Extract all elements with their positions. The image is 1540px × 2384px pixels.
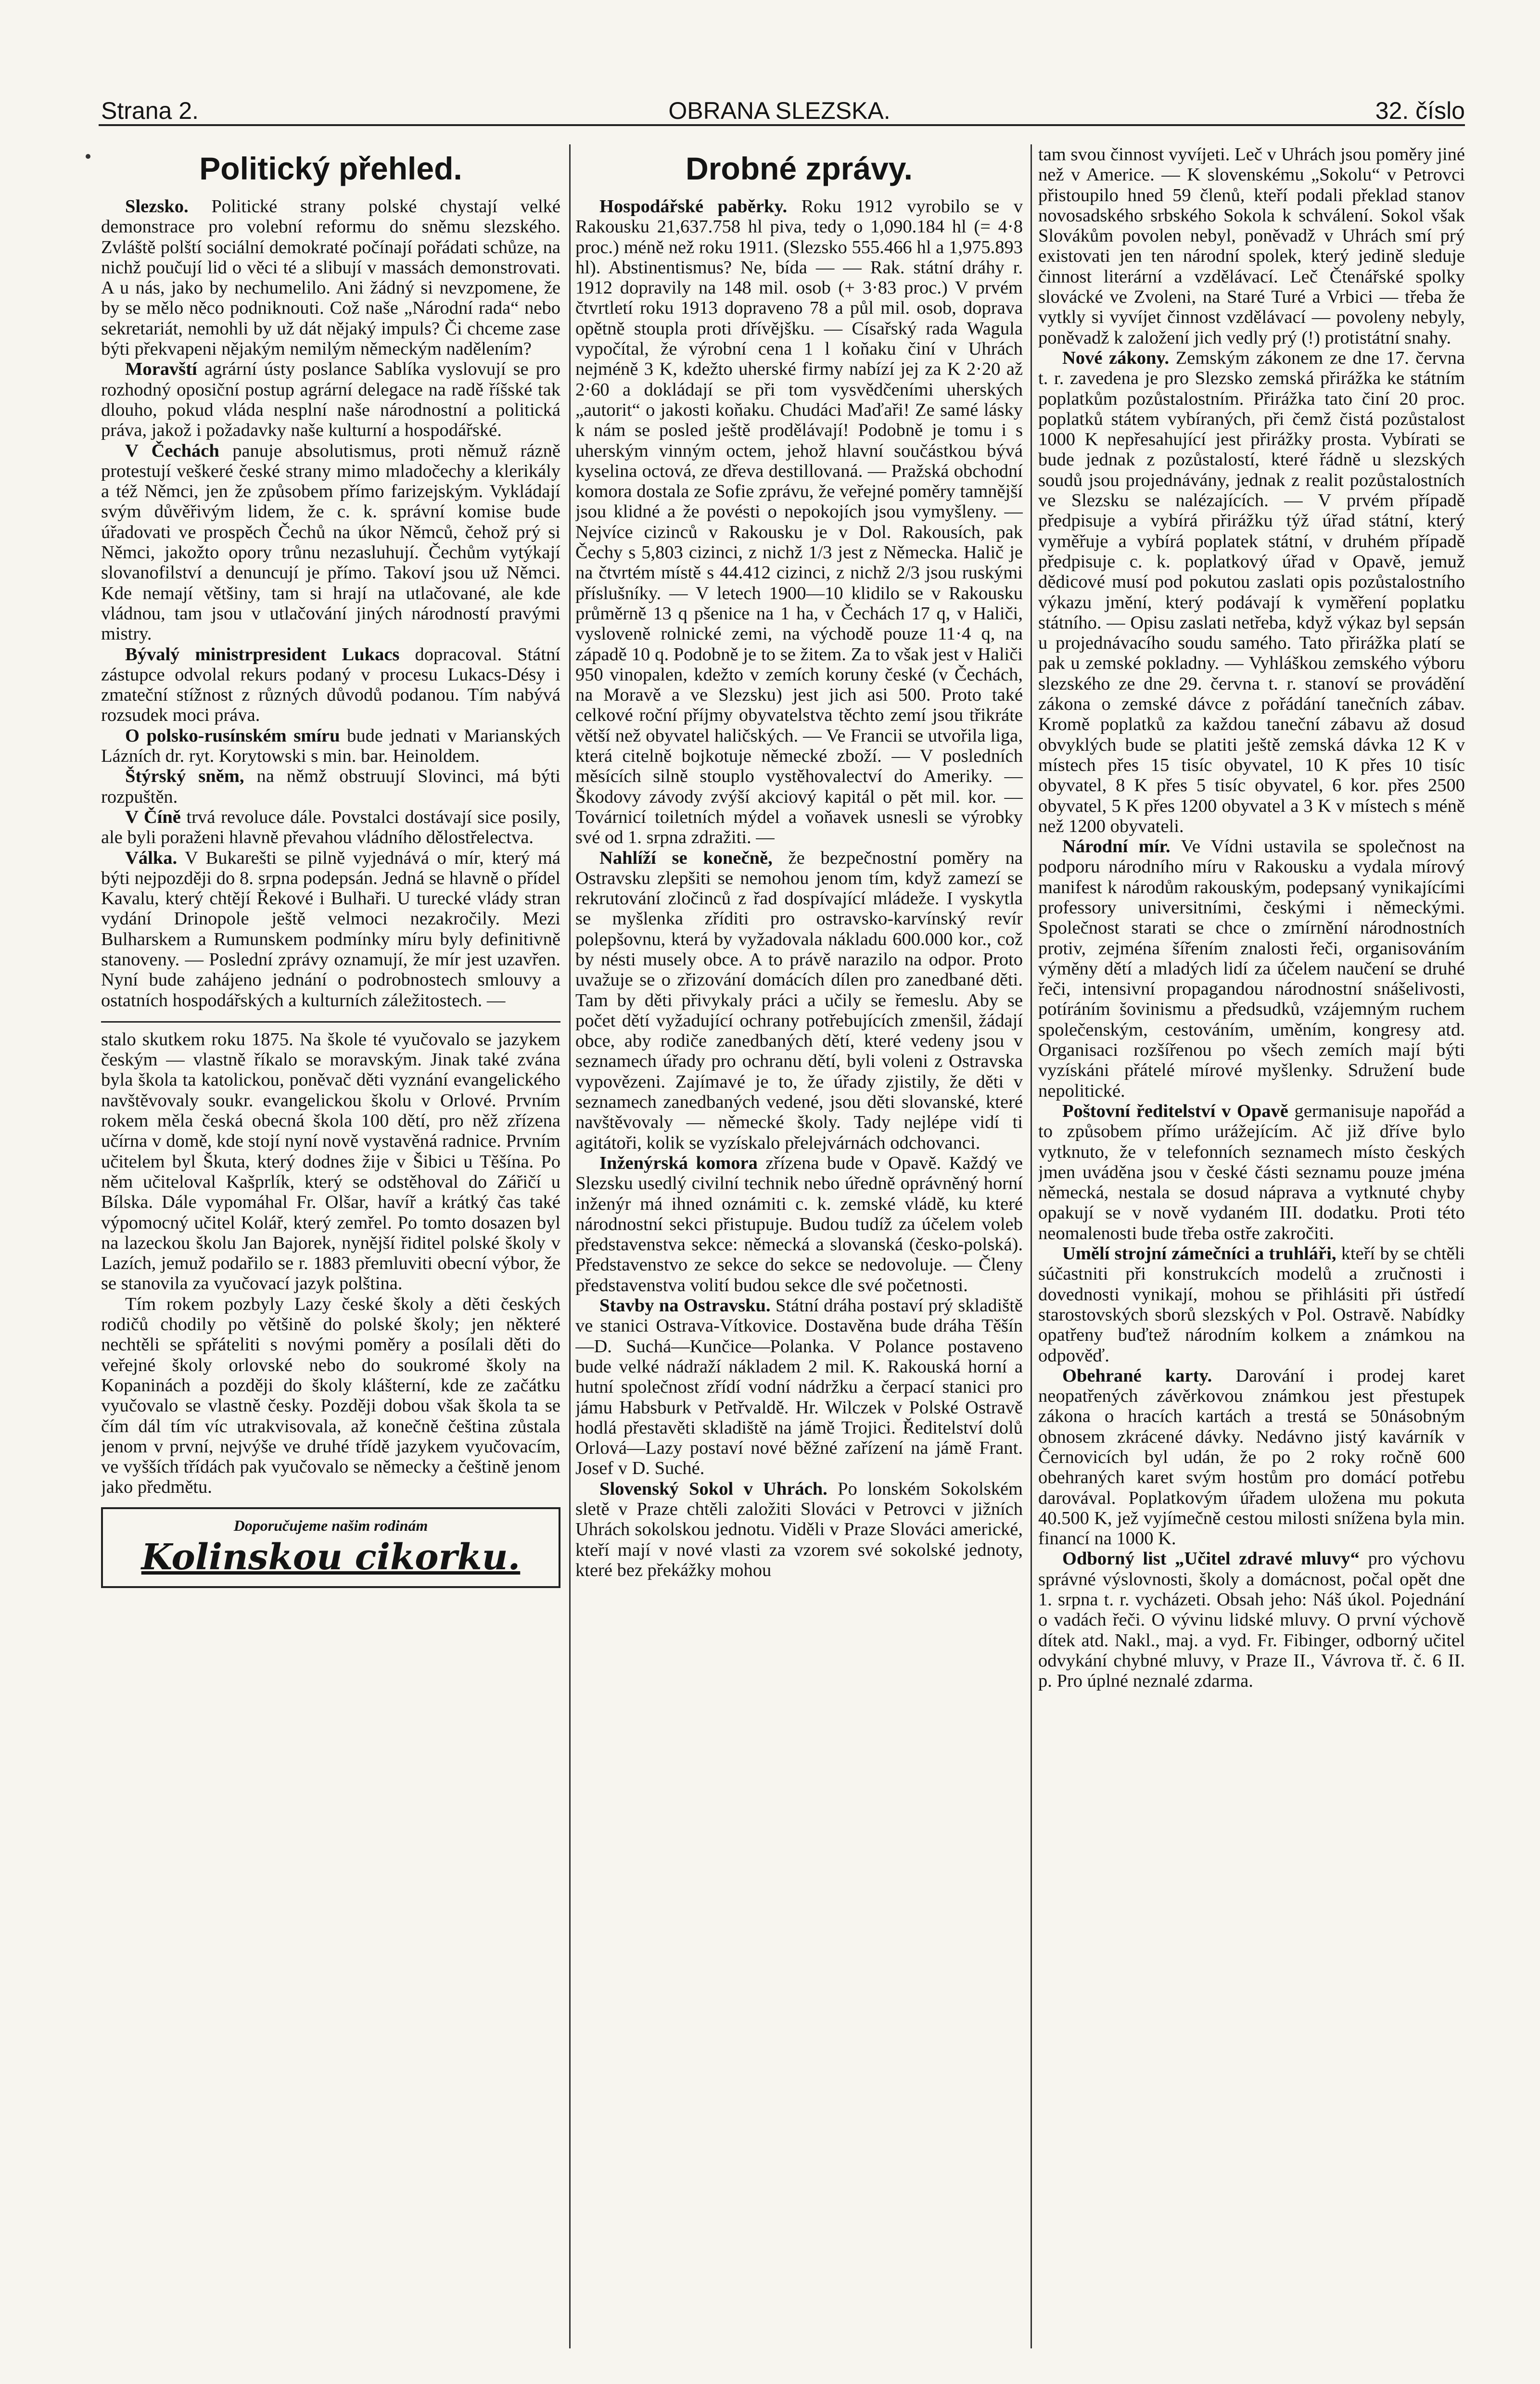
article xyxy=(101,1029,560,1294)
column-1 xyxy=(101,144,560,2358)
article xyxy=(575,196,1023,848)
article-text: germanisuje napořád a to způsobem přímo urážejícím. Ač již dříve bylo vytknuto, že v telefonních seznamech místo českých jmen uváděna jsou v české části seznamu pouze jména německá, nestala se dosud náprava a vytknuté chyby opakují se v nově vydaném III. dodatku. Proti této neomalenosti bude třeba ostře zakročiti. xyxy=(1038,1101,1465,1243)
article xyxy=(575,848,1023,1153)
article-text: Po lonském Sokolském sletě v Praze chtěli založiti Slováci v Petrovci v jižních Uhrách sokolskou jednotu. Viděli v Praze Slováci americké, kteří mají v nové vlasti za vzorem své sokolské jednoty, které bez překážky mohou xyxy=(575,1478,1023,1580)
article-heading: Hospodářské paběrky. xyxy=(599,196,788,217)
article-heading: Obehrané karty. xyxy=(1062,1365,1212,1386)
article xyxy=(1038,1243,1465,1366)
article-text: Roku 1912 vyrobilo se v Rakousku 21,637.758 hl piva, tedy o 1,090.184 hl (= 4·8 proc.) méně než roku 1911. (Slezsko 555.466 hl a 1,975.893 hl). Abstinentismus? Ne, bída — — Rak. státní dráhy r. 1912 dopravily na 148 mil. osob (+ 3·83 proc.) V prvém čtvrtletí roku 1913 dopraveno 78 a půl mil. osob, doprava opětně stoupla proti dřívějšku. — Císařský rada Wagula vypočítal, že výrobní cena 1 l koňaku činí v Uhrách nejméně 3 K, kdežto uherské firmy nabízí jej za K 2·20 až 2·60 a dokládají se při tom vysvědčeními uherských „autorit“ o jakosti koňaku. Chudáci Maďaři! Ze samé lásky k nám se posled ještě prodělávají! Podobně je tomu i s uherským vinným octem, jehož hlavní součástkou bývá kyselina octová, ze dřeva destillovaná. — Pražská obchodní komora dostala ze Sofie zprávu, že veřejné poměry tamnější jsou klidné a že povésti o nepokojích jsou vymyšleny. — Nejvíce cizinců v Rakousku je v Dol. Rakousích, pak Čechy s 5,803 cizinci, z nichž 1/3 jest z Německa. Halič je na čtvrtém místě s 44.412 cizinci, z nichž 2/3 jsou ruskými příslušníky. — V letech 1900—10 klidilo se v Rakousku průměrně 13 q pšenice na 1 ha, v Čechách 17 q, v Haliči, vysloveně rolnické zemi, na východě pouze 11·4 q, na západě 10 q. Podobně je to se žitem. Za to však jest v Haliči 950 vinopalen, kdežto v zemích koruny české (v Čechách, na Moravě a ve Slezsku) jest jich asi 500. Proto také celkové roční příjmy obyvatelstva těchto zemí jsou třikráte větší než obyvatel haličských. — Ve Francii se utvořila liga, která citelně bojkotuje německé zboží. — V posledních měsících silně stouplo vystěhovalectví do Ameriky. — Škodovy závody zvýší akciový kapitál o pět mil. kor. — Továrnicí toiletních mýdel a voňavek usnesli se výrobky své od 1. srpna zdražiti. — xyxy=(575,196,1023,848)
article-heading: Stavby na Ostravsku. xyxy=(599,1295,771,1316)
ornament-dot xyxy=(86,154,90,159)
article xyxy=(1038,836,1465,1101)
column-3 xyxy=(1038,144,1465,2358)
article-heading: Odborný list „Učitel zdravé mluvy“ xyxy=(1062,1549,1360,1569)
article-heading: Umělí strojní zámečníci a truhláři, xyxy=(1062,1243,1336,1264)
article xyxy=(101,807,560,848)
section-title: Drobné zprávy. xyxy=(686,151,913,186)
article xyxy=(575,1479,1023,1580)
article-text: Tím rokem pozbyly Lazy české školy a děti českých rodičů chodily po většině do polské školy; jen některé nechtěli se spřáteliti s novými poměry a posílali děti do veřejné školy orlovské nebo do soukromé školy na Kopaninách a později do školy klášterní, kde ze začátku vyučovalo se vlastně česky. Později dobou však škola ta se čím dál tím víc utrakvisovala, až konečně čeština zůstala jenom v první, nejvýše ve druhé třídě jazykem vyučovacím, ve vyšších třídách pak vyučovalo se německy a češtině jenom jako předmětu. xyxy=(101,1294,560,1498)
article-text: Politické strany polské chystají velké demonstrace pro volební reformu do sněmu slezského. Zvláště polští sociální demokraté počínají pořádati schůze, na nichž poučují lid o věci té a slibují v massách demonstrovati. A u nás, jako by nechumelilo. Ani žádný si nevzpomene, že by se mělo něco podniknouti. Což naše „Národní rada“ nebo sekretariát, nemohli by už dát nějaký impuls? Či chceme zase býti překvapeni nějakým nemilým německým nadělením? xyxy=(101,196,560,359)
ad-product-name: Kolinskou cikorku. xyxy=(141,1536,521,1578)
article xyxy=(101,848,560,1011)
article-text: Státní dráha postaví prý skladiště ve stanici Ostrava-Vítkovice. Dostavěna bude dráha Těšín—D. Suchá—Kunčice—Polanka. V Polance postaveno bude velké nádraží nákladem 2 mil. K. Rakouská horní a hutní společnost zřídí vodní nádržku a čerpací stanici pro jámu Habsburk v Petřvaldě. Hr. Wilczek v Polské Ostravě hodlá přestavěti skladiště na jámě Trojici. Ředitelství dolů Orlová—Lazy postaví nové běžné zařízení na jámě Frant. Josef v D. Suché. xyxy=(575,1295,1023,1479)
article-text: na němž obstruují Slovinci, má býti rozpuštěn. xyxy=(101,766,560,807)
article-heading: Slezsko. xyxy=(125,196,189,217)
article-heading: Slovenský Sokol v Uhrách. xyxy=(599,1478,827,1499)
article-heading: Moravští xyxy=(125,359,197,380)
section-title: Politický přehled. xyxy=(199,151,462,186)
article-text: pro výchovu správné výslovnosti, školy a domácnost, počal opět dne 1. srpna t. r. vycházeti. Obsah jeho: Náš úkol. Pojednání o vadách řeči. O vývinu lidské mluvy. O první výchově dítek atd. Nakl., maj. a vyd. Fr. Fibinger, odborný učitel odvykání chybné mluvy, v Praze II., Vávrova tř. č. 6 II. p. Pro úplné neznalé zdarma. xyxy=(1038,1549,1465,1692)
article-text: kteří by se chtěli súčastniti při konstrukcích modelů a zručnosti i dovednosti vynikají, mohou se přihlásiti při ústředí starostovských sborů slezských v Pol. Ostravě. Nabídky opatřeny buďtež národním kolkem a známkou na odpověď. xyxy=(1038,1243,1465,1366)
article-text: trvá revoluce dále. Povstalci dostávají sice posily, ale byli poraženi hlavně převahou vládního dělostřelectva. xyxy=(101,807,560,848)
article xyxy=(101,1294,560,1498)
article xyxy=(101,359,560,440)
article-divider xyxy=(101,1021,560,1023)
article xyxy=(101,644,560,726)
article xyxy=(575,1295,1023,1479)
article xyxy=(101,766,560,807)
page-number: Strana 2. xyxy=(101,97,199,124)
article-heading: Bývalý ministrpresident Lukacs xyxy=(125,644,400,665)
article-text: V Bukarešti se pilně vyjednává o mír, který má býti nejpozději do 8. srpna podepsán. Jedná se hlavně o přídel Kavalu, který chtějí Řekové i Bulhaři. U turecké vlády stran vydání Drinopole ještě velmoci nezakročily. Mezi Bulharskem a Rumunskem podmínky míru byly definitivně stanoveny. — Poslední zprávy oznamují, že mír jest uzavřen. Nyní bude zahájeno jednání o podrobnostech smlouvy a ostatních hospodářských a kulturních záležitostech. — xyxy=(101,847,560,1011)
article-text: bude jednati v Marianských Lázních dr. ryt. Korytowski s min. bar. Heinoldem. xyxy=(101,725,560,767)
article-heading: O polsko-rusínském smíru xyxy=(125,725,340,746)
article-heading: Válka. xyxy=(125,847,178,868)
article-heading: Nahlíží se konečně, xyxy=(599,847,773,868)
ad-tagline: Doporučujeme našim rodinám xyxy=(233,1516,428,1534)
article-text: stalo skutkem roku 1875. Na škole té vyučovalo se jazykem českým — vlastně říkalo se moravským. Jinak také zvána byla škola ta katolickou, poněvač děti vyznání evangelického navštěvovaly soukr. evangelickou školu v Orlové. Prvním rokem měla česká obecná škola 100 dětí, pro něž zřízena učírna v domě, kde stojí nyní nově vystavěná radnice. Prvním učitelem byl Škuta, který dodnes žije v Šibici u Těšína. Po něm učiteloval Kašprlík, který se odstěhoval do Zářičí u Bílska. Dále vypomáhal Fr. Olšar, havíř a krátký čas také výpomocný učitel Kolář, který zemřel. Po tomto dosazen byl na lazeckou školu Jan Bajorek, nynější řiditel polské školy v Lazích, jemuž podařilo se r. 1883 přemluviti obecní výbor, že se stanovila za vyučovací jazyk polština. xyxy=(101,1029,560,1294)
article-heading: V Čechách xyxy=(125,440,219,461)
article xyxy=(575,1153,1023,1295)
column-rule-1 xyxy=(569,144,571,2348)
article-heading: V Číně xyxy=(125,807,181,827)
article-text: zřízena bude v Opavě. Každý ve Slezsku usedlý civilní technik nebo úředně oprávněný horní inženýr má ihned oznámiti c. k. zemské vládě, ku které národnostní sekci přistupuje. Budou tudíž za účelem voleb představenstva sekce: německá a slovanská (česko-polská). Představenstvo ze sekce do sekce se nedovoluje. — Členy představenstva volití budou sekce dle své početnosti. xyxy=(575,1153,1023,1295)
article-text: agrární ústy poslance Sablíka vyslovují se pro rozhodný oposiční postup agrární delegace na radě říšské tak dlouho, pokud vláda nesplní naše národnostní a politická práva, jakož i požadavky naše kulturní a hospodářské. xyxy=(101,359,560,441)
header-rule xyxy=(99,124,1465,126)
article xyxy=(1038,1549,1465,1691)
article xyxy=(1038,1101,1465,1243)
article xyxy=(1038,1366,1465,1549)
article xyxy=(101,726,560,767)
article xyxy=(101,441,560,644)
article-heading: Nové zákony. xyxy=(1062,347,1170,368)
column-rule-2 xyxy=(1031,144,1032,2348)
article-text: že bezpečnostní poměry na Ostravsku zlepšiti se nemohou jenom tím, když zamezí se rekrutování zločinců z řad dospívající mládeže. I vyskytla se myšlenka zříditi pro ostravsko-karvínský revír polepšovnu, která by vyžadovala nákladu 600.000 kor., což by nésti musely obce. A to právě narazilo na odpor. Proto uvažuje se o zřizování domácích dílen pro zanedbané děti. Tam by děti přivykaly práci a učily se řemeslu. Aby se počet dětí vyžadující ochrany potřebujících zmenšil, žádají obce, aby rodiče zanedbaných dětí, které vedeny jsou v seznamech úřady pro ochranu dětí, byli voleni z Ostravska vypovězeni. Zajímavé je to, že úřady zjistily, že děti v seznamech zanedbaných vedené, jsou děti slovanské, které navštěvovaly — německé školy. Tady nejlépe vidí ti agitátoři, kolik se vyzískalo přelejvárnách odchovanci. xyxy=(575,847,1023,1153)
article-text: dopracoval. Státní zástupce odvolal rekurs podaný v procesu Lukacs-Désy i zmateční stížnost z různých důvodů podanou. Tím nabývá rozsudek moci práva. xyxy=(101,644,560,726)
article-heading: Inženýrská komora xyxy=(599,1153,758,1173)
issue-number: 32. číslo xyxy=(1375,97,1465,124)
article xyxy=(1038,348,1465,836)
advertisement-box xyxy=(101,1507,560,1588)
article-text: Darování i prodej karet neopatřených závěrkovou známkou jest přestupek zákona o hracích kartách a trestá se 50násobným obnosem zkrácené dávky. Nedávno jistý kavárník v Černovicích byl udán, že po 2 roky ročně 600 obehraných karet svým hostům pro domácí potřebu darovával. Poplatkovým úřadem uložena mu pokuta 40.500 K, jež vyjímečně cestou milosti snížena byla min. financí na 1000 K. xyxy=(1038,1365,1465,1549)
article-text: Zemským zákonem ze dne 17. června t. r. zavedena je pro Slezsko zemská přirážka ke státním poplatkům pozůstalostním. Přirážka tato činí 20 proc. poplatků státem vybíraných, při čemž čistá pozůstalost 1000 K nepřesahující jest přirážky prosta. Vybírati se bude jednak z pozůstalostí, které řádně u slezských soudů jsou projednávány, jednak z realit pozůstalostních ve Slezsku se nalézajících. — V prvém případě předpisuje a vybírá přirážku týž úřad státní, který vyměřuje a vybírá poplatek státní, v druhém případě předpisuje c. k. poplatkový úřad v Opavě, jemuž dědicové musí pod pokutou zaslati opis pozůstalostního výkazu jmění, který podávají k vyměření poplatku státního. — Opisu zaslati netřeba, když výkaz byl sepsán u projednávacího soudu samého. Tato přirážka platí se pak u zemské pokladny. — Vyhláškou zemského výboru slezského ze dne 29. června t. r. stanoví se provádění zákona o zemské dávce z pořádání tanečních zábav. Kromě poplatků za každou taneční zábavu až dosud obvyklých bude se platiti ještě zemská dávka 12 K v místech přes 15 tisíc obyvatel, 10 K přes 10 tisíc obyvatel, 8 K přes 5 tisíc obyvatel, 6 kor. přes 2500 obyvatel, 5 K přes 1200 obyvatel a 3 K v místech s méně než 1200 obyvateli. xyxy=(1038,347,1465,836)
article-text: Ve Vídni ustavila se společnost na podporu národního míru v Rakousku a vydala mírový manifest k národům rakouským, podepsaný vynikajícími professory universitními, českými i německými. Společnost starati se chce o zmírnění národnostních protiv, zejména šířením znalosti řeči, organisováním výměny dětí a mladých lidí za účelem naučení se druhé řeči, intensivní propagandou národnostní snášelivosti, potíráním šovinismu a předsudků, vzájemným ruchem společenským, cestováním, uměním, kongresy atd. Organisaci rozšířenou po všech zemích mají býti vyzískáni přátelé mírové myšlenky. Sdružení bude nepolitické. xyxy=(1038,836,1465,1101)
article-heading: Štýrský sněm, xyxy=(125,766,244,787)
article xyxy=(1038,144,1465,348)
article-text: tam svou činnost vyvíjeti. Leč v Uhrách jsou poměry jiné než v Americe. — K slovenskému „Sokolu“ v Petrovci přistoupilo hned 59 členů, kteří podali překlad stanov novosadského srbského Sokola k schválení. Sokol však Slovákům povolen nebyl, poněvadž v Uhrách smí prý existovati jen ten národní spolek, který jedině sleduje činnost literární a vzdělávací. Leč Čtenářské spolky slovácké ve Zvoleni, na Staré Turé a Vrbici — třeba že vytkly si vyvíjet činnost vzdělávací — povoleny nebyly, poněvadž k založení jich vedly prý (!) protistátní snahy. xyxy=(1038,144,1465,348)
article xyxy=(101,196,560,359)
article-text: panuje absolutismus, proti němuž rázně protestují veškeré české strany mimo mladočechy a klerikály a též Němci, jen že způsobem přímo farizejským. Vykládají svým důvěřivým lidem, že c. k. správní komise bude úřadovati ve prospěch Čechů na úkor Němců, čehož prý si Němci, jakožto opory trůnu nezasluhují. Čechům vytýkají slovanofilství a denuncují je přímo. Takoví jsou už Němci. Kde nemají většiny, tam si hrají na utlačované, ale kde vládnou, tam jsou v utlačování jiných národností pravými mistry. xyxy=(101,440,560,644)
journal-title: OBRANA SLEZSKA. xyxy=(668,97,891,124)
article-heading: Poštovní ředitelství v Opavě xyxy=(1062,1101,1288,1121)
column-2 xyxy=(575,144,1023,2358)
article-heading: Národní mír. xyxy=(1062,836,1171,857)
